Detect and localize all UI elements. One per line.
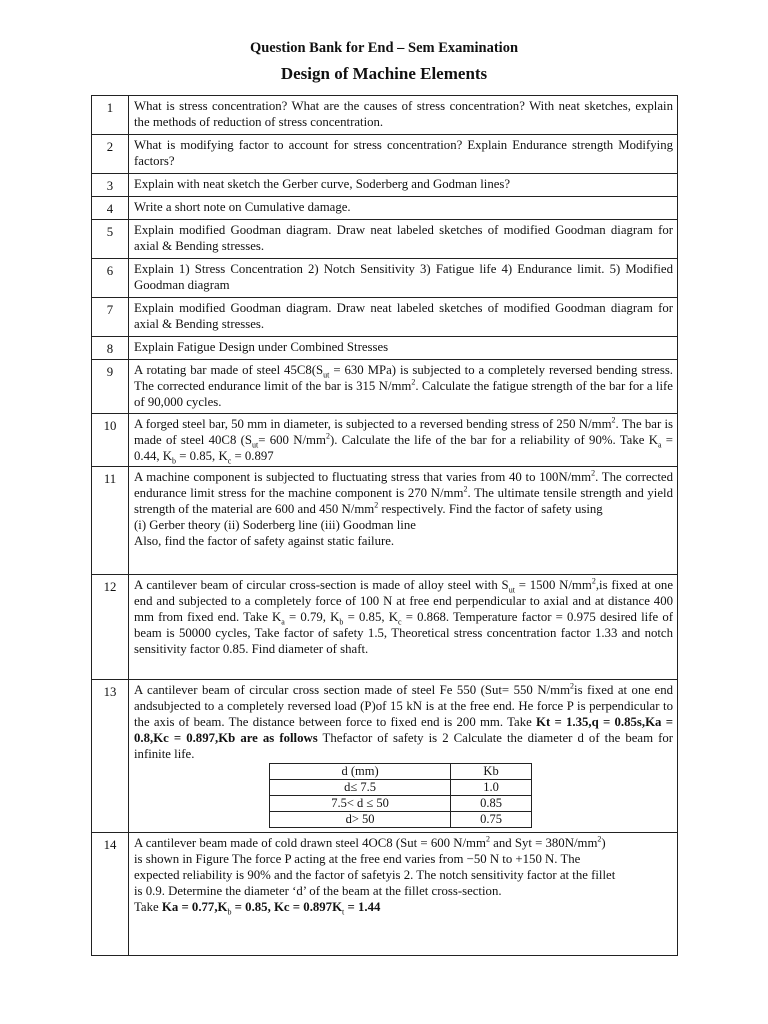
table-row: [92, 575, 678, 680]
kb-table-header: [270, 764, 532, 780]
question-number: 10: [92, 414, 129, 467]
question-text: A forged steel bar, 50 mm in diameter, is subjected to a reversed bending stress of 250 $N/mm^2$. The bar is made of steel 40C8 ($S_{ut}= 600$ $N/mm^2$). Calculate the life of the bar for a reliability of 90%. Take $K_a = 0.44$, $K_b = 0.85$, $K_c = 0.897$: [129, 414, 678, 467]
kb-cell: d> 50: [270, 812, 451, 828]
kb-cell: 0.75: [451, 812, 532, 828]
question-text: Write a short note on Cumulative damage.: [129, 197, 678, 220]
kb-cell: 7.5< d ≤ 50: [270, 796, 451, 812]
question-text: Explain Fatigue Design under Combined Stresses: [129, 337, 678, 360]
question-table: [91, 95, 678, 956]
table-row: [92, 833, 678, 956]
question-text: What is stress concentration? What are the causes of stress concentration? With neat sketches, explain the methods of reduction of stress concentration.: [129, 96, 678, 135]
question-text: A machine component is subjected to fluctuating stress that varies from 40 to $100N/mm^2$. The corrected endurance limit stress for the machine component is 270 $N/mm^2$. The ultimate tensile strength and yield strength of the material are 600 and 450 $N/mm^2$ respectively. Find the factor of safety using (i) Gerber theory (ii) Soderberg line (iii) Goodman line Also, find the factor of safety against static failure.: [129, 467, 678, 575]
question-number: 4: [92, 197, 129, 220]
question-number: 11: [92, 467, 129, 575]
table-row: [92, 220, 678, 259]
question-text: A cantilever beam of circular cross-section is made of alloy steel with $S_{ut} = 1500$ $N/mm^2,is$ fixed at one end and subjected to a completely force of 100 N at free end perpendicular to axial and at distance 400 mm from fixed end. Take $K_a = 0.79$, $K_b = 0.85$, $K_c = 0.868$. Temperature factor = 0.975 desired life of beam is 50000 cycles, Take factor of safety 1.5, Theoretical stress concentration factor 1.33 and notch sensitivity factor 0.85. Find diameter of shaft.: [129, 575, 678, 680]
kb-cell: 1.0: [451, 780, 532, 796]
question-text: Explain with neat sketch the Gerber curve, Soderberg and Godman lines?: [129, 174, 678, 197]
question-text: A rotating bar made of steel $45C8(S_{ut} = 630$ MPa) is subjected to a completely reversed bending stress. The corrected endurance limit of the bar is 315 $N/mm^2$. Calculate the fatigue strength of the bar for a life of 90,000 cycles.: [129, 360, 678, 414]
table-row: [92, 197, 678, 220]
kb-table-row: [270, 812, 532, 828]
question-number: 6: [92, 259, 129, 298]
question-number: 12: [92, 575, 129, 680]
table-row: [92, 360, 678, 414]
question-number: 14: [92, 833, 129, 956]
question-number: 2: [92, 135, 129, 174]
table-row: [92, 337, 678, 360]
question-text: Explain modified Goodman diagram. Draw neat labeled sketches of modified Goodman diagram for axial & Bending stresses.: [129, 298, 678, 337]
table-row: [92, 96, 678, 135]
kb-table: [269, 763, 532, 828]
table-row: [92, 467, 678, 575]
question-number: 3: [92, 174, 129, 197]
table-row: [92, 135, 678, 174]
table-row: [92, 259, 678, 298]
table-row: [92, 174, 678, 197]
kb-table-row: [270, 780, 532, 796]
kb-header-cell: Kb: [451, 764, 532, 780]
question-number: 13: [92, 680, 129, 833]
question-number: 9: [92, 360, 129, 414]
page-title: Question Bank for End – Sem Examination: [249, 40, 519, 56]
kb-cell: d≤ 7.5: [270, 780, 451, 796]
kb-table-row: [270, 796, 532, 812]
question-number: 8: [92, 337, 129, 360]
page-subtitle: Design of Machine Elements: [280, 64, 488, 83]
question-text: Explain 1) Stress Concentration 2) Notch Sensitivity 3) Fatigue life 4) Endurance limit. 5) Modified Goodman diagram: [129, 259, 678, 298]
question-text: A cantilever beam made of cold drawn steel 4OC8 (Sut = 600 $N/mm^2$ and Syt = $380N/mm^2$) is shown in Figure The force P acting at the free end varies from −50 N to +150 N. The expected reliability is 90% and the factor of safetyis 2. The notch sensitivity factor at the fillet is 0.9. Determine the diameter ‘d’ of the beam at the fillet cross-section. Take $Ka = 0.77,K_b = 0.85$, $Kc = 0.897K_t = 1.44$: [129, 833, 678, 956]
question-text: A cantilever beam of circular cross section made of steel Fe 550 (Sut= 550 $N/mm^2is$ fixed at one end andsubjected to a completely reversed load (P)of 15 kN is at the free end. He force P is perpendicular to the axis of beam. The distance between force to fixed end is 200 mm. Take Kt = 1.35,q = 0.85s,Ka = 0.8,Kc = 0.897,Kb are as follows Thefactor of safety is 2 Calculate the diameter d of the beam for infinite life. d (mm) Kb d≤ 7.5 1.0 7.5< d ≤ 50 0.85 d> 50 0.75: [129, 680, 678, 833]
kb-cell: 0.85: [451, 796, 532, 812]
table-row: [92, 414, 678, 467]
question-number: 5: [92, 220, 129, 259]
question-number: 1: [92, 96, 129, 135]
question-number: 7: [92, 298, 129, 337]
kb-header-cell: d (mm): [270, 764, 451, 780]
question-text: What is modifying factor to account for stress concentration? Explain Endurance strength Modifying factors?: [129, 135, 678, 174]
question-text: Explain modified Goodman diagram. Draw neat labeled sketches of modified Goodman diagram for axial & Bending stresses.: [129, 220, 678, 259]
table-row: [92, 680, 678, 833]
table-row: [92, 298, 678, 337]
